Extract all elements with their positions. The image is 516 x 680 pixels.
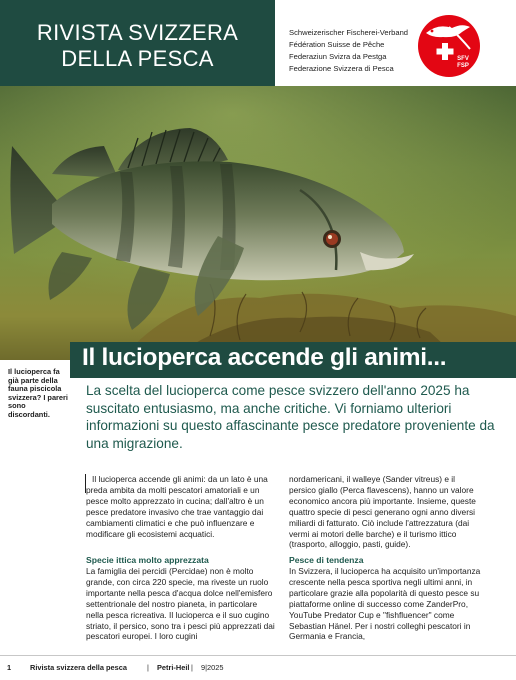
magazine-title-line1: RIVISTA SVIZZERA [36, 20, 239, 45]
masthead-banner [0, 0, 275, 86]
footer-partner-name: Petri-Heil [157, 663, 190, 672]
association-name-rm: Federaziun Svizra da Pestga [289, 52, 387, 61]
footer-issue: 9|2025 [201, 663, 224, 672]
footer-separator: | [147, 663, 149, 672]
magazine-title [0, 20, 275, 72]
page-number: 1 [7, 663, 12, 672]
col1-section-paragraph: La famiglia dei percidi (Percidae) non è molto grande, con circa 220 specie, ma riveste un ruolo importante nella pesca d'acqua dolce nell'emisfero settentrionale del nostro pianeta, in particolare nella pesca ricreativa. Il lucioperca e il suo cugino striato, il persico, sono tra i pesci più apprezzati dai pescatori europei. I loro cugini [86, 566, 275, 642]
page-footer [0, 656, 516, 680]
sfv-fsp-logo [418, 15, 480, 77]
svg-text:FSP: FSP [457, 63, 469, 69]
footer-magazine-name: Rivista svizzera della pesca [30, 663, 127, 672]
association-names [289, 27, 419, 75]
photo-caption: Il lucioperca fa già parte della fauna piscicola svizzera? I pareri sono discordanti. [8, 367, 68, 419]
magazine-title-line2: DELLA PESCA [61, 46, 214, 71]
subhead-pesce-tendenza: Pesce di tendenza [289, 555, 364, 565]
article-lead: La scelta del lucioperca come pesce svizzero dell'anno 2025 ha suscitato entusiasmo, ma anche critiche. Vi forniamo ulteriori informazioni su questo affascinante pesce predatore proveniente da una migrazione. [86, 383, 495, 451]
article-headline: Il lucioperca accende gli animi... [82, 344, 447, 371]
col2-intro-paragraph: nordamericani, il walleye (Sander vitreus) e il persico giallo (Perca flavescens), hanno un valore economico ancora più importante. Insieme, queste quattro specie di pesci generano ogni anno diversi miliardi di fatturato. Ciò include l'attrezzatura (dai vermi ai motori delle barche) e il turismo ittico (trasporto, alloggio, pasti, guide). [289, 474, 476, 550]
col1-intro-paragraph: Il lucioperca accende gli animi: da un lato è una preda ambita da molti pescatori amatoriali e un pesce molto apprezzato in cucina; dall'altro è un pesce predatore invasivo che trae vantaggio dai cambiamenti climatici e che può influenzare e modificare gli ecosistemi acquatici. [86, 474, 268, 539]
zander-photo [0, 86, 516, 360]
logo-text: SFV [457, 56, 469, 62]
col2-section-paragraph: In Svizzera, il lucioperca ha acquisito un'importanza crescente nella pesca sportiva negli ultimi anni, in particolare grazie alla popolarità di questo pesce su piattaforme online di successo come ZanderPro, YouTube Predator Cup e "fishfluencer" come Sebastian Hänel. Per i nostri colleghi pescatori in Germania e Francia, [289, 566, 481, 642]
zander-illustration [0, 86, 516, 360]
association-name-fr: Fédération Suisse de Pêche [289, 40, 385, 49]
subhead-specie-ittica: Specie ittica molto apprezzata [86, 555, 209, 565]
association-name-de: Schweizerischer Fischerei-Verband [289, 28, 409, 37]
footer-separator: | [191, 663, 193, 672]
association-name-it: Federazione Svizzera di Pesca [289, 64, 394, 73]
